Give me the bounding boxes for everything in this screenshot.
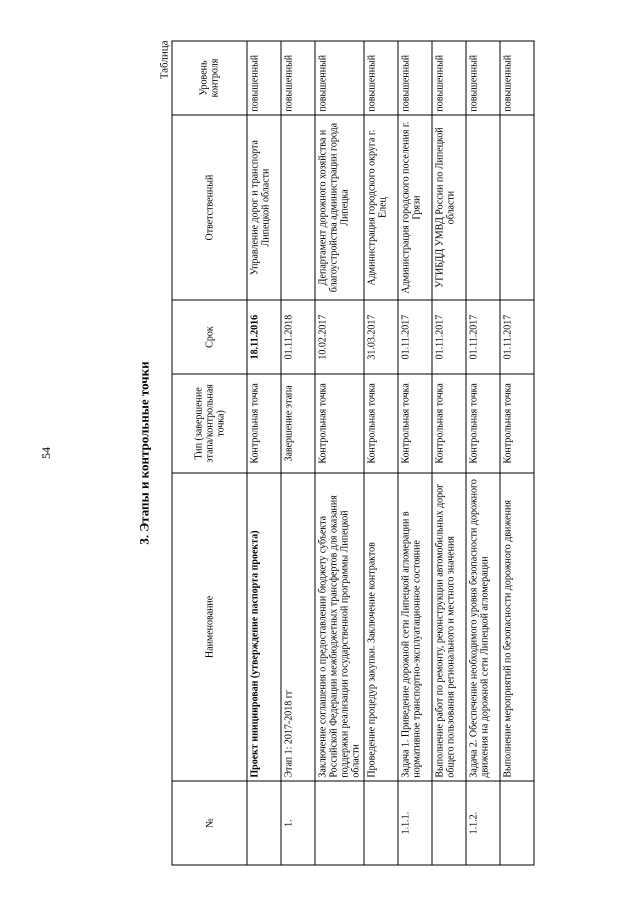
row-level: повышенный bbox=[500, 41, 534, 115]
row-due: 01.11.2017 bbox=[466, 300, 500, 374]
row-level: повышенный bbox=[398, 41, 432, 115]
row-due: 01.11.2017 bbox=[398, 300, 432, 374]
row-name: Этап 1: 2017-2018 гг bbox=[281, 472, 315, 780]
row-level: повышенный bbox=[466, 41, 500, 115]
row-name: Выполнение мероприятий по безопасности дорожного движения bbox=[500, 472, 534, 780]
section-title: 3. Этапы и контрольные точки bbox=[136, 360, 151, 545]
row-name: Выполнение работ по ремонту, реконструкции автомобильных дорог общего пользования регионального и местного значения bbox=[432, 472, 466, 780]
row-type: Контрольная точка bbox=[432, 374, 466, 473]
row-num bbox=[432, 781, 466, 865]
row-responsible bbox=[281, 115, 315, 300]
row-responsible: Департамент дорожного хозяйства и благоустройства администрации города Липецка bbox=[315, 115, 364, 300]
row-responsible: УГИБДД УМВД России по Липецкой области bbox=[432, 115, 466, 300]
header-name: Наименование bbox=[172, 472, 247, 780]
row-responsible: Управление дорог и транспорта Липецкой области bbox=[247, 115, 281, 300]
row-due: 18.11.2016 bbox=[247, 300, 281, 374]
row-responsible: Администрация городского поселения г. Грязи bbox=[398, 115, 432, 300]
table-row bbox=[432, 41, 466, 865]
row-type: Завершение этапа bbox=[281, 374, 315, 473]
row-num: 1. bbox=[281, 781, 315, 865]
row-type: Контрольная точка bbox=[398, 374, 432, 473]
table-row bbox=[315, 41, 364, 865]
row-type: Контрольная точка bbox=[466, 374, 500, 473]
row-name: Проведение процедур закупки. Заключение контрактов bbox=[364, 472, 398, 780]
table-row bbox=[247, 41, 281, 865]
table-row bbox=[364, 41, 398, 865]
table-row bbox=[466, 41, 500, 865]
control-points-table bbox=[171, 40, 534, 865]
row-type: Контрольная точка bbox=[364, 374, 398, 473]
row-name: Заключение соглашения о предоставлении бюджету субъекта Российской Федерации межбюджетных трансфертов для оказания поддержки реализации государственной программы Липецкой области bbox=[315, 472, 364, 780]
row-name: Задача 1. Приведение дорожной сети Липецкой агломерации в нормативное транспортно-эксплуатационное состояние bbox=[398, 472, 432, 780]
rotated-content bbox=[135, 40, 605, 865]
header-num: № bbox=[172, 781, 247, 865]
row-num bbox=[247, 781, 281, 865]
page-number: 54 bbox=[39, 447, 53, 459]
table-row bbox=[281, 41, 315, 865]
row-level: повышенный bbox=[432, 41, 466, 115]
row-responsible bbox=[500, 115, 534, 300]
row-num bbox=[315, 781, 364, 865]
row-type: Контрольная точка bbox=[315, 374, 364, 473]
table-caption: Таблица bbox=[158, 40, 170, 79]
header-due: Срок bbox=[172, 300, 247, 374]
row-type: Контрольная точка bbox=[500, 374, 534, 473]
row-due: 01.11.2018 bbox=[281, 300, 315, 374]
table-row bbox=[500, 41, 534, 865]
row-due: 10.02.2017 bbox=[315, 300, 364, 374]
header-responsible: Ответственный bbox=[172, 115, 247, 300]
table-row bbox=[398, 41, 432, 865]
row-level: повышенный bbox=[281, 41, 315, 115]
table-header-row bbox=[172, 41, 247, 865]
row-due: 31.03.2017 bbox=[364, 300, 398, 374]
row-level: повышенный bbox=[247, 41, 281, 115]
row-responsible bbox=[466, 115, 500, 300]
row-due: 01.11.2017 bbox=[500, 300, 534, 374]
row-num: 1.1.1. bbox=[398, 781, 432, 865]
row-num: 1.1.2. bbox=[466, 781, 500, 865]
header-type: Тип (завершение этапа/контрольная точка) bbox=[172, 374, 247, 473]
row-due: 01.11.2017 bbox=[432, 300, 466, 374]
row-name: Проект инициирован (утверждение паспорта проекта) bbox=[247, 472, 281, 780]
row-name: Задача 2. Обеспечение необходимого уровня безопасности дорожного движения на дорожной сети Липецкой агломерации bbox=[466, 472, 500, 780]
row-level: повышенный bbox=[364, 41, 398, 115]
row-level: повышенный bbox=[315, 41, 364, 115]
header-level: Уровень контроля bbox=[172, 41, 247, 115]
row-responsible: Администрация городского округа г. Елец bbox=[364, 115, 398, 300]
row-num bbox=[500, 781, 534, 865]
row-num bbox=[364, 781, 398, 865]
row-type: Контрольная точка bbox=[247, 374, 281, 473]
